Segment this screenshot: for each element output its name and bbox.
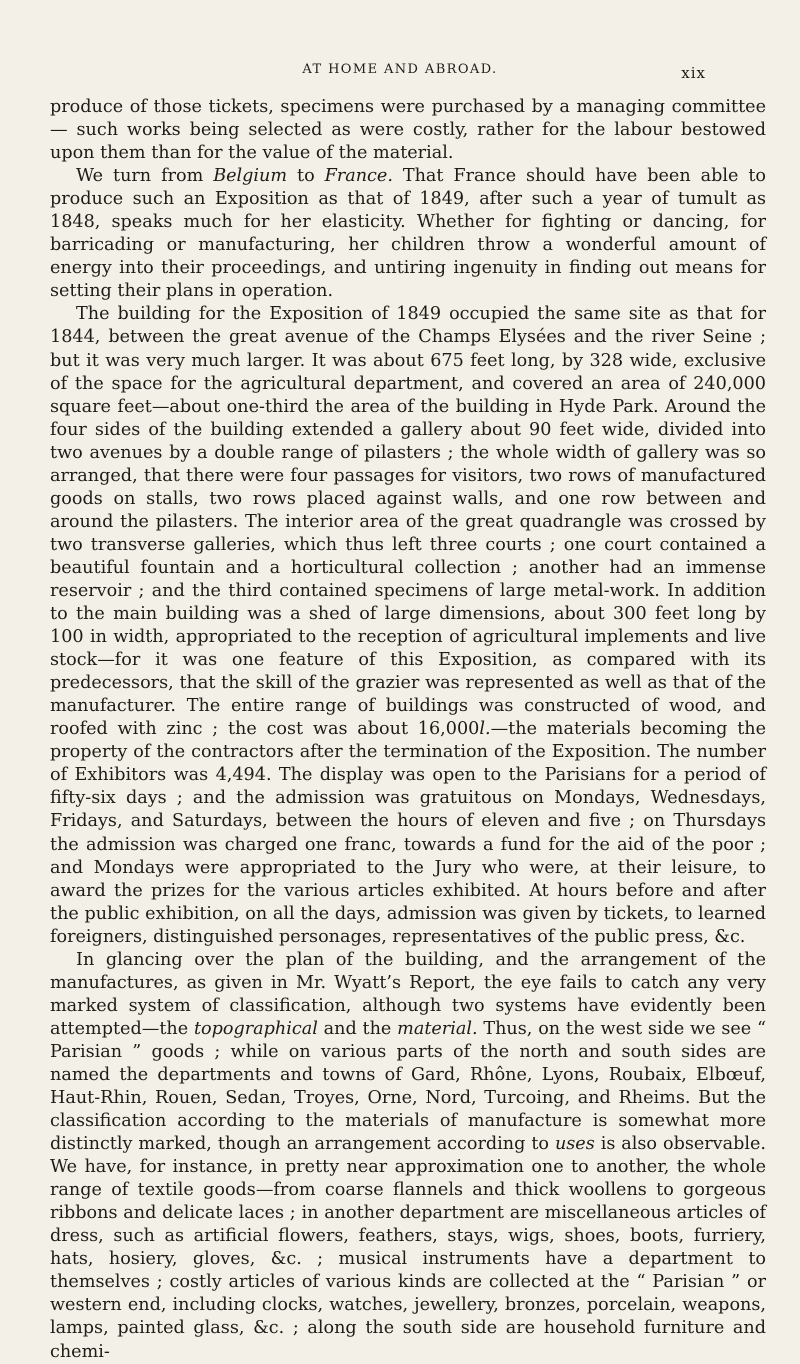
text-run: That France should have been able to produce such an Exposition as that of 1849, after such a year of tumult as 1848, speaks much for her elasticity. Whether for fighting or dancing, for barricading or manufacturing, her children throw a wonderful amount of energy into their proceedings, and untiring ingenuity in finding out means for setting their plans in operation. (50, 166, 766, 302)
text-run: is also observable. We have, for instance, in pretty near approximation one to another, the whole range of textile goods—from coarse flannels and thick woollens to gorgeous ribbons and delicate laces ; in another department are miscellaneous articles of dress, such as artificial flowers, feathers, stays, wigs, shoes, boots, furriery, hats, hosiery, gloves, &c. ; musical instruments have a department to themselves ; costly articles of various kinds are collected at the “ Parisian ” or western end, including clocks, watches, jewellery, bronzes, porcelain, weapons, lamps, painted glass, &c. ; along the south side are household furniture and chemi- (50, 1134, 766, 1362)
italic-text: France. (324, 166, 393, 187)
paragraph-4 (50, 949, 766, 1364)
text-run: —the materials becoming the property of the contractors after the termination of the Exposition. The number of Exhibitors was 4,494. The display was open to the Parisians for a period of fifty-six days ; and the admission was gratuitous on Mondays, Wednesdays, Fridays, and Saturdays, between the hours of eleven and five ; on Thursdays the admission was charged one franc, towards a fund for the aid of the poor ; and Mondays were appropriated to the Jury who were, at their leisure, to award the prizes for the various articles exhibited. At hours before and after the public exhibition, on all the days, admission was given by tickets, to learned foreigners, distinguished personages, representatives of the public press, &c. (50, 719, 767, 947)
text-run: produce of those tickets, specimens were purchased by a managing committee— such works being selected as were costly, rather for the labour bestowed upon them than for the value of the material. (50, 97, 766, 164)
italic-text: uses (554, 1134, 595, 1155)
page-number: xix (681, 64, 706, 82)
text-run: Thus, on the west side we see “ Parisian ” goods ; while on various parts of the north and south sides are named the departments and towns of Gard, Rhône, Lyons, Roubaix, Elbœuf, Haut-Rhin, Rouen, Sedan, Troyes, Orne, Nord, Turcoing, and Rheims. But the classification according to the materials of manufacture is somewhat more distinctly marked, though an arrangement according to (50, 1018, 766, 1155)
italic-text: l. (479, 719, 491, 740)
text-run: The building for the Exposition of 1849 occupied the same site as that for 1844, between the great avenue of the Champs Elysées and the river Seine ; but it was very much larger. It was about 675 feet long, by 328 wide, exclusive of the space for the agricultural department, and covered an area of 240,000 square feet—about one-third the area of the building in Hyde Park. Around the four sides of the building extended a gallery about 90 feet wide, divided into two avenues by a double range of pilasters ; the whole width of gallery was so arranged, that there were four passages for visitors, two rows of manufactured goods on stalls, two rows placed against walls, and one row between and around the pilasters. The interior area of the great quadrangle was crossed by two transverse galleries, which thus left three courts ; one court contained a beautiful fountain and a horticultural collection ; another had an immense reservoir ; and the third contained specimens of large metal-work. In addition to the main building was a shed of large dimensions, about 300 feet long by 100 in width, appropriated to the reception of agricultural implements and live stock—for it was one feature of this Exposition, as compared with its predecessors, that the skill of the grazier was represented as well as that of the manufacturer. The entire range of buildings was constructed of wood, and roofed with zinc ; the cost was about 16,000 (50, 304, 766, 740)
italic-text: Belgium (213, 166, 288, 187)
paragraph-3 (50, 303, 766, 948)
paragraph-2 (50, 165, 766, 303)
body-text (50, 96, 766, 1364)
text-run: In glancing over the plan of the building, and the arrangement of the manufactures, as given in Mr. Wyatt’s Report, the eye fails to catch any very marked system of classification, although two systems have evidently been attempted—the (50, 949, 766, 1039)
italic-text: topographical (193, 1018, 318, 1039)
text-run: and the (317, 1018, 398, 1039)
text-run: to (287, 166, 325, 187)
page-header (48, 62, 752, 86)
italic-text: material. (397, 1018, 478, 1039)
running-head: AT HOME AND ABROAD. (302, 62, 498, 77)
paragraph-1 (50, 96, 766, 165)
text-run: We turn from (76, 166, 214, 187)
